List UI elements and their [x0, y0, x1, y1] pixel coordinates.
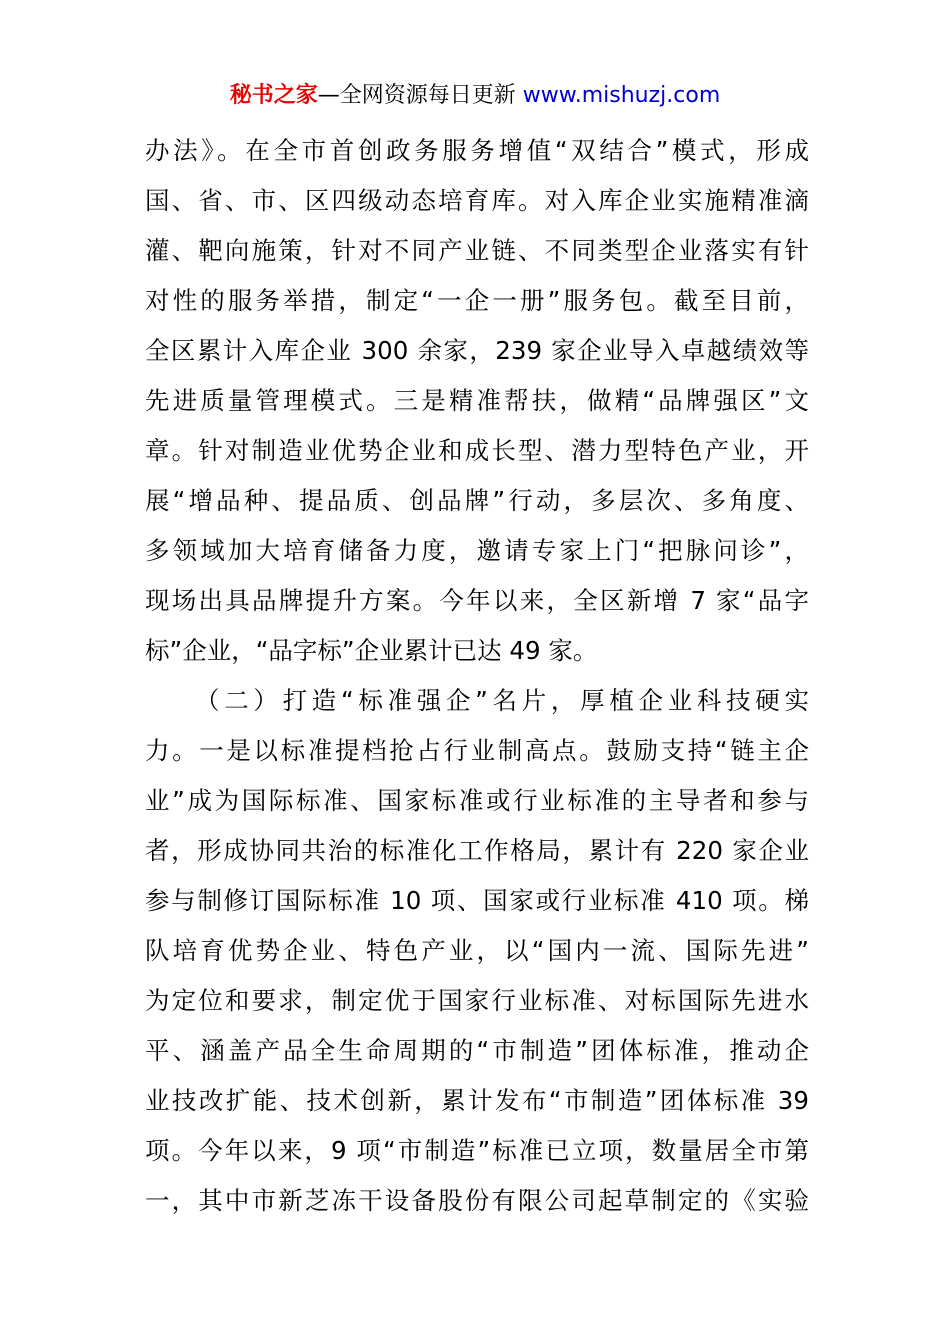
text-line: 一，其中市新芝冻干设备股份有限公司起草制定的《实验 — [145, 1186, 809, 1215]
text-line: 业技改扩能、技术创新，累计发布“市制造”团体标准 39 — [145, 1086, 809, 1115]
text-line: 展“增品种、提品质、创品牌”行动，多层次、多角度、 — [145, 486, 809, 515]
section-heading-line: （二）打造“标准强企”名片，厚植企业科技硬实 — [195, 686, 809, 715]
text-line: 平、涵盖产品全生命周期的“市制造”团体标准，推动企 — [145, 1036, 809, 1065]
text-line: 为定位和要求，制定优于国家行业标准、对标国际先进水 — [145, 986, 809, 1015]
document-body — [145, 126, 809, 1226]
text-line: 全区累计入库企业 300 余家，239 家企业导入卓越绩效等 — [145, 336, 809, 365]
paragraph-end-line: 标”企业，“品字标”企业累计已达 49 家。 — [145, 636, 598, 665]
text-line: 办法》。在全市首创政务服务增值“双结合”模式，形成 — [145, 136, 809, 165]
text-line: 现场出具品牌提升方案。今年以来，全区新增 7 家“品字 — [145, 586, 809, 615]
site-url: www.mishuzj.com — [522, 83, 721, 108]
text-line: 者，形成协同共治的标准化工作格局，累计有 220 家企业 — [145, 836, 809, 865]
brand-name: 秘书之家 — [229, 83, 318, 108]
text-line: 先进质量管理模式。三是精准帮扶，做精“品牌强区”文 — [145, 386, 809, 415]
text-line: 队培育优势企业、特色产业，以“国内一流、国际先进” — [145, 936, 809, 965]
text-line: 灌、靶向施策，针对不同产业链、不同类型企业落实有针 — [145, 236, 809, 265]
text-line: 力。一是以标准提档抢占行业制高点。鼓励支持“链主企 — [145, 736, 809, 765]
text-line: 多领域加大培育储备力度，邀请专家上门“把脉问诊”， — [145, 536, 809, 565]
header-tagline: —全网资源每日更新 — [317, 83, 523, 108]
text-line: 国、省、市、区四级动态培育库。对入库企业实施精准滴 — [145, 186, 809, 215]
text-line: 对性的服务举措，制定“一企一册”服务包。截至目前， — [145, 286, 809, 315]
text-line: 参与制修订国际标准 10 项、国家或行业标准 410 项。梯 — [145, 886, 809, 915]
text-line: 业”成为国际标准、国家标准或行业标准的主导者和参与 — [145, 786, 809, 815]
page-header — [0, 78, 950, 114]
text-line: 项。今年以来，9 项“市制造”标准已立项，数量居全市第 — [145, 1136, 809, 1165]
text-line: 章。针对制造业优势企业和成长型、潜力型特色产业，开 — [145, 436, 809, 465]
